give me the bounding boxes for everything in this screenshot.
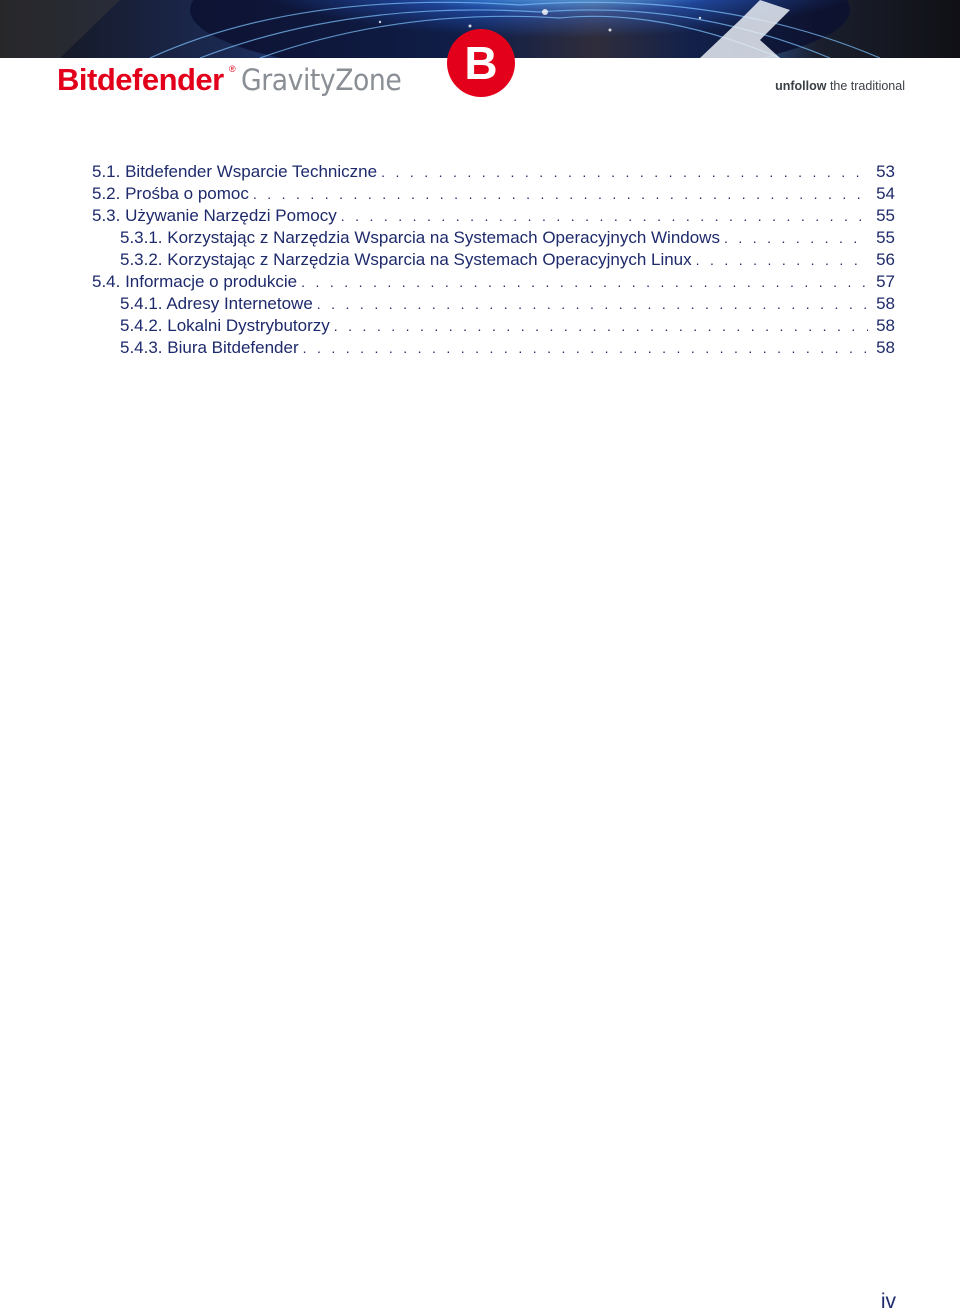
toc-entry[interactable] <box>92 337 895 359</box>
toc-entry[interactable] <box>92 271 895 293</box>
toc-entry-page[interactable]: 55 <box>876 206 895 225</box>
toc-entry[interactable] <box>92 249 895 271</box>
toc-leader-dots <box>341 205 868 227</box>
bitdefender-wordmark: Bitdefender <box>57 62 224 97</box>
b-logo-letter: B <box>464 37 498 89</box>
toc-leader-dots <box>381 161 868 183</box>
toc-leader-dots <box>301 271 868 293</box>
gravityzone-wordmark: GravityZone <box>241 63 402 97</box>
tagline-rest: the traditional <box>826 79 905 93</box>
tagline-strong: unfollow <box>775 79 827 93</box>
toc-entry[interactable] <box>92 205 895 227</box>
toc-entry[interactable] <box>92 315 895 337</box>
toc-leader-dots <box>317 293 868 315</box>
toc-leader-dots <box>724 227 868 249</box>
toc-entry-label[interactable]: 5.4.2. Lokalni Dystrybutorzy <box>120 316 330 335</box>
toc-entry-label[interactable]: 5.3.1. Korzystając z Narzędzia Wsparcia na Systemach Operacyjnych Windows <box>120 228 720 247</box>
bitdefender-b-logo-icon <box>447 29 515 97</box>
page-number: iv <box>880 1290 896 1313</box>
toc-leader-dots <box>696 249 868 271</box>
toc-entry-page[interactable]: 53 <box>876 162 895 181</box>
header-logo-row <box>0 37 960 118</box>
toc-entry-page[interactable]: 56 <box>876 250 895 269</box>
toc-leader-dots <box>253 183 868 205</box>
toc-entry-page[interactable]: 54 <box>876 184 895 203</box>
toc-entry-label[interactable]: 5.1. Bitdefender Wsparcie Techniczne <box>92 162 378 181</box>
toc-entry-page[interactable]: 55 <box>876 228 895 247</box>
tagline <box>775 79 905 93</box>
toc-entry[interactable] <box>92 161 895 183</box>
toc-entry-label[interactable]: 5.2. Prośba o pomoc <box>92 184 249 203</box>
toc-entry[interactable] <box>92 227 895 249</box>
toc-entry-label[interactable]: 5.3.2. Korzystając z Narzędzia Wsparcia na Systemach Operacyjnych Linux <box>120 250 692 269</box>
toc-entry-page[interactable]: 58 <box>876 294 895 313</box>
toc-entry-label[interactable]: 5.4.1. Adresy Internetowe <box>120 294 313 313</box>
toc-entry-label[interactable]: 5.3. Używanie Narzędzi Pomocy <box>92 206 337 225</box>
toc-leader-dots <box>303 337 868 359</box>
toc-entry-label[interactable]: 5.4.3. Biura Bitdefender <box>120 338 299 357</box>
toc-entry[interactable] <box>92 293 895 315</box>
toc-leader-dots <box>334 315 868 337</box>
toc-entry-page[interactable]: 58 <box>876 316 895 335</box>
registered-mark: ® <box>229 64 236 74</box>
toc-entry-label[interactable]: 5.4. Informacje o produkcie <box>92 272 298 291</box>
toc-entry[interactable] <box>92 183 895 205</box>
toc-entry-page[interactable]: 58 <box>876 338 895 357</box>
table-of-contents <box>92 161 895 359</box>
toc-entry-page[interactable]: 57 <box>876 272 895 291</box>
